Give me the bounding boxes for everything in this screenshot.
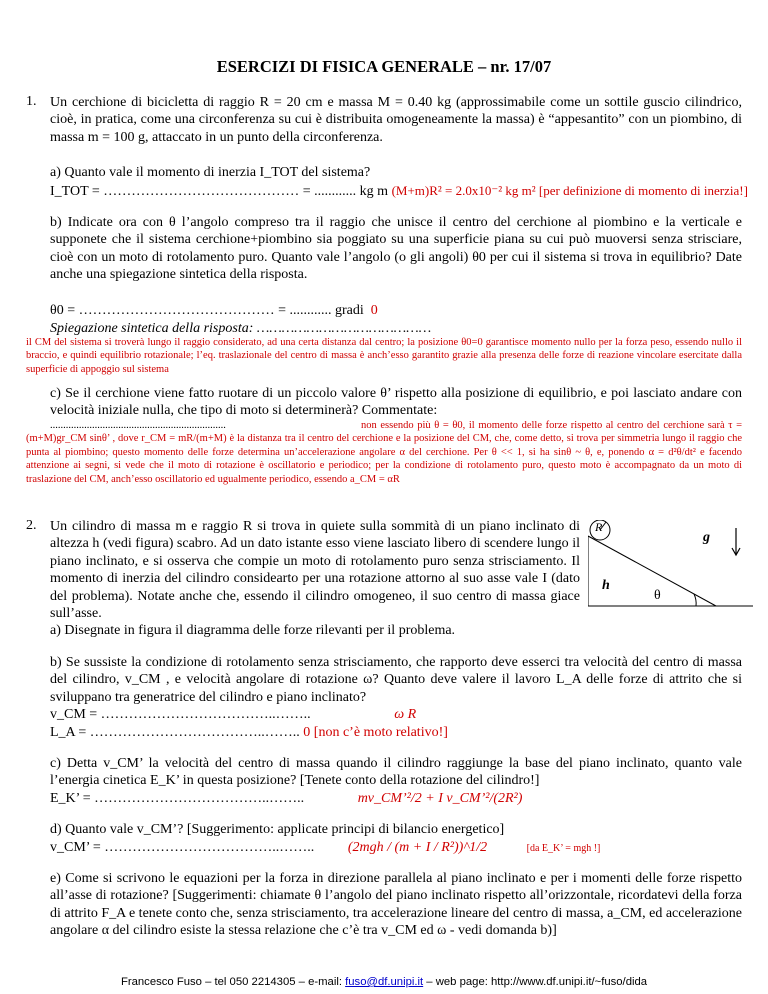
figure-label-h: h [602, 578, 610, 593]
ex2-question-d: d) Quanto vale v_CM’? [Suggerimento: applicate principi di bilancio energetico] [50, 822, 505, 837]
ex2-b-vcm-answer: ω R [394, 707, 417, 722]
ex1-b-answer-value: 0 [370, 303, 378, 318]
ex1-a-answer: (M+m)R² = 2.0x10⁻² kg m² [per definizione di momento di inerzia!] [391, 183, 748, 198]
exercise-1-intro: Un cerchione di bicicletta di raggio R = 20 cm e massa M = 0.40 kg (approssimabile come un sottile guscio cilindrico, cioè, in pratica, come una circonferenza su cui è distribuita omogeneamente la massa) è “appesantito” con un piombino, di massa m = 100 g, attaccato in un punto della circonferenza. [50, 95, 742, 145]
ex1-question-b: b) Indicate ora con θ l’angolo compreso tra il raggio che unisce il centro del cerchione al piombino e la verticale e supponete che il sistema cerchione+piombino sia poggiato su una superficie piana su cui può muoversi senza strisciare, cioè con un moto di rotolamento puro. Quanto vale l’angolo (o gli angoli) θ0 per cui il sistema si trova in equilibrio? Date anche una spiegazione sintetica della risposta. [50, 215, 742, 283]
footer-suffix: – web page: http://www.df.unipi.it/~fuso/dida [423, 976, 648, 988]
ex2-c-line: E_K’ = ………………………………..…….. [50, 791, 305, 806]
page-footer [0, 976, 768, 988]
exercise-2-number: 2. [26, 518, 37, 533]
ex1-question-c: c) Se il cerchione viene fatto ruotare di un piccolo valore θ’ rispetto alla posizione di equilibrio, e poi lasciato andare con velocità iniziale nulla, che tipo di moto si determinerà? Commentate: [50, 386, 742, 419]
footer-prefix: Francesco Fuso – tel 050 2214305 – e-mail: [120, 976, 346, 988]
ex1-a-answer-line [50, 182, 750, 200]
ex1-c-answer: non essendo più θ = θ0, il momento delle forze rispetto al centro del cerchione sarà τ = (m+M)gr_CM sinθ’ , dove r_CM = mR/(m+M) è la distanza tra il centro del cerchione e la posizione del CM, che, come detto, si trova per simmetria lungo il raggio che punta al piombino; questo momento delle forze determina un’accelerazione angolare α del cerchione. Per θ << 1, si ha sinθ ~ θ, e, ponendo α = d²θ/dt² e facendo attenzione ai segni, si vede che il moto di rotazione è oscillatorio e periodico; per la condizione di rotolamento puro, questo moto è accompagnato da un moto di traslazione del CM, anch’esso oscillatorio ed ugualmente periodico, essendo a_CM = αR [26, 420, 742, 485]
ex2-b-vcm-line-row [50, 706, 742, 723]
ex1-b-explanation-answer: il CM del sistema si troverà lungo il raggio considerato, ad una certa distanza dal centro; la posizione θ0=0 garantisce momento nullo per la forza peso, essendo nullo il braccio, e quindi equilibrio rotazionale; l’eq. traslazionale del centro di massa è anch’esso garantito grazie alla presenza delle forze di reazione vincolare esercitate dalla superficie di appoggio sul sistema [26, 337, 742, 375]
ex2-b-vcm-line: v_CM = ………………………………..…….. [50, 707, 311, 722]
figure-label-g: g [703, 530, 710, 545]
inclined-plane-figure [588, 520, 753, 625]
ex1-b-answer-line [50, 302, 742, 319]
ex2-d-note: [da E_K’ = mgh !] [526, 843, 601, 854]
footer-email-link[interactable]: fuso@df.unipi.it [345, 976, 424, 988]
ex1-b-line: θ0 = …………………………………… = ............ gradi [50, 303, 364, 318]
theta-angle-arc [694, 594, 696, 606]
ex2-b-la-line-row [50, 724, 742, 741]
ex2-question-e: e) Come si scrivono le equazioni per la forza in direzione parallela al piano inclinato e per i momenti delle forze rispetto all’asse di rotazione? [Suggerimenti: chiamate θ l’angolo del piano inclinato rispetto all’orizzontale, ricordatevi della forza di attrito F_A e tenete conto che, senza strisciamento, tra accelerazione lineare del centro di massa, a_CM, ed accelerazione angolare α del cilindro esiste la stessa relazione che c’è tra v_CM ed ω - vedi domanda b)] [50, 871, 742, 939]
ex1-a-line-prefix: I_TOT = …………………………………… = ............ kg m [50, 184, 389, 199]
ex2-d-answer: (2mgh / (m + I / R²))^1/2 [347, 840, 488, 855]
ex2-d-line: v_CM’ = ………………………………..…….. [50, 840, 315, 855]
exercise-2-intro: Un cilindro di massa m e raggio R si trova in quiete sulla sommità di un piano inclinato di altezza h (vedi figura) scabro. Ad un dato istante esso viene lasciato libero di scendere lungo il piano inclinato, e si osserva che compie un moto di rotolamento puro senza strisciamento. Il momento di inerzia del cilindro considearto per una rotazione attorno al suo asse vale I (dato del problema). Notate anche che, essendo il cilindro omogeneo, il suo centro di massa giace sull’asse. [50, 519, 580, 622]
figure-label-theta: θ [654, 588, 661, 603]
ex1-b-explanation-label: Spiegazione sintetica della risposta: …………………………………… [50, 321, 432, 336]
ex2-question-c: c) Detta v_CM’ la velocità del centro di massa quando il cilindro raggiunge la base del piano inclinato, quanto vale l’energia cinetica E_K’ in questa posizione? [Tenete conto della rotazione del cilindro!] [50, 756, 742, 789]
ex2-b-la-answer: 0 [non c’è moto relativo!] [303, 725, 448, 740]
page-title: ESERCIZI DI FISICA GENERALE – nr. 17/07 [216, 57, 552, 76]
ex2-question-b: b) Se sussiste la condizione di rotolamento senza strisciamento, che rapporto deve esserci tra velocità del centro di massa del cilindro, v_CM , e velocità angolare di rotazione ω? Quanto deve valere il lavoro L_A delle forze di attrito che si sviluppano tra generatrice del cilindro e piano inclinato? [50, 655, 742, 705]
ex1-question-a: a) Quanto vale il momento di inerzia I_TOT del sistema? [50, 165, 371, 180]
ex1-c-dots: ................................................................... [50, 420, 226, 431]
ex2-question-a: a) Disegnate in figura il diagramma delle forze rilevanti per il problema. [50, 623, 456, 638]
ex2-b-la-line: L_A = ………………………………..…….. [50, 725, 300, 740]
ex2-d-line-row [50, 839, 742, 857]
exercise-1-number: 1. [26, 94, 37, 109]
incline-slope [588, 536, 716, 606]
ex2-c-answer: mv_CM’²/2 + I v_CM’²/(2R²) [357, 791, 523, 806]
ex2-c-line-row [50, 790, 742, 807]
figure-label-r: R [595, 520, 603, 534]
